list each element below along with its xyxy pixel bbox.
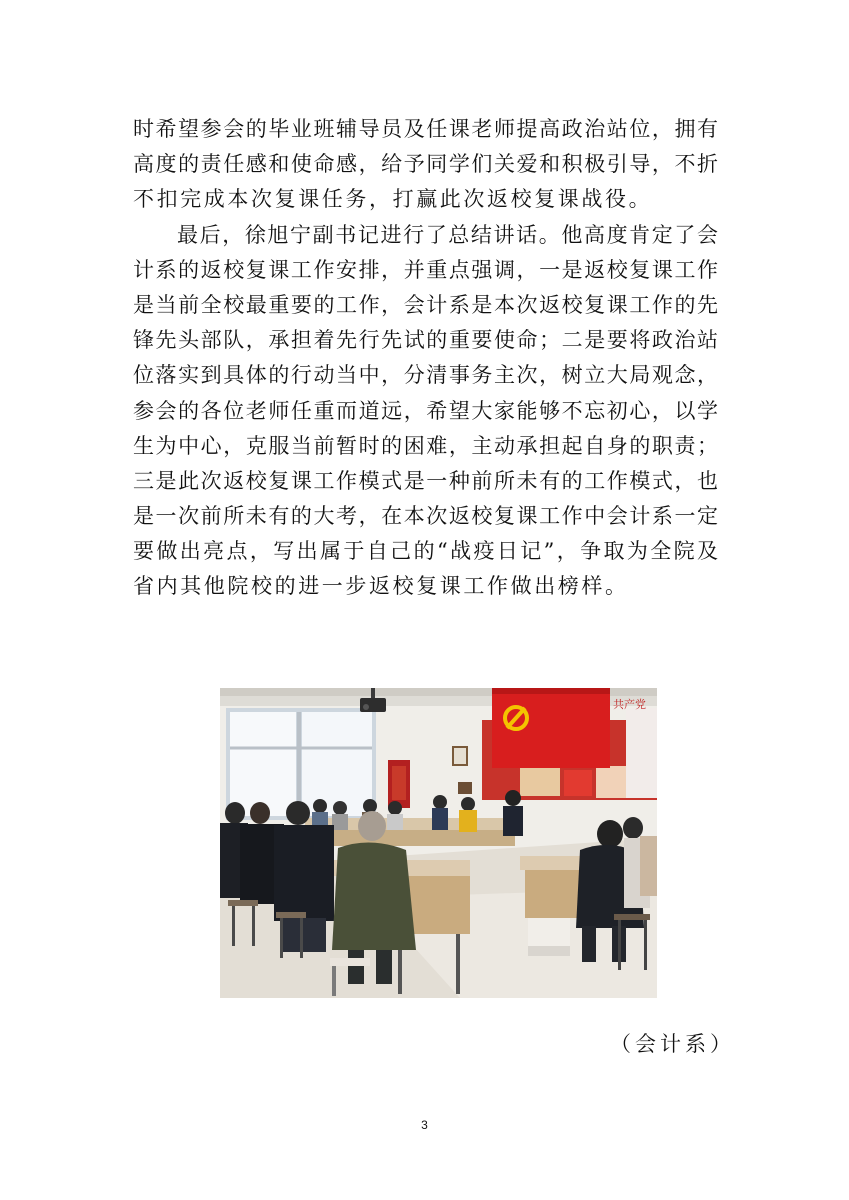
paragraph-2-line-1: 最后，徐旭宁副书记进行了总结讲话。他高度肯定了会 bbox=[177, 222, 718, 247]
page-number: 3 bbox=[421, 1118, 428, 1132]
paragraph-2-line-8: 三是此次返校复课工作模式是一种前所未有的工作模式，也 bbox=[133, 468, 718, 493]
paragraph-2-line-7: 生为中心，克服当前暂时的困难，主动承担起自身的职责； bbox=[133, 433, 718, 458]
caption: （会计系） bbox=[610, 1032, 735, 1056]
paragraph-2-line-4: 锋先头部队，承担着先行先试的重要使命；二是要将政治站 bbox=[133, 328, 718, 353]
paragraph-2-line-10: 要做出亮点，写出属于自己的“战疫日记”，争取为全院及 bbox=[133, 539, 718, 564]
paragraph-1-line-1: 时希望参会的毕业班辅导员及任课老师提高政治站位，拥有 bbox=[133, 117, 718, 141]
meeting-photo bbox=[220, 688, 657, 998]
paragraph-2-line-2: 计系的返校复课工作安排，并重点强调，一是返校复课工作 bbox=[133, 257, 718, 282]
banner-text: 共产党 bbox=[613, 698, 646, 711]
paragraph-1-line-3: 不扣完成本次复课任务，打赢此次返校复课战役。 bbox=[133, 187, 653, 212]
body-text bbox=[133, 112, 718, 605]
paragraph-2-line-5: 位落实到具体的行动当中，分清事务主次，树立大局观念， bbox=[133, 363, 718, 388]
paragraph-1-line-2: 高度的责任感和使命感，给予同学们关爱和积极引导，不折 bbox=[133, 152, 718, 177]
paragraph-2-line-9: 是一次前所未有的大考，在本次返校复课工作中会计系一定 bbox=[133, 504, 718, 529]
paragraph-2-line-6: 参会的各位老师任重而道远，希望大家能够不忘初心，以学 bbox=[133, 398, 718, 423]
paragraph-2-line-11: 省内其他院校的进一步返校复课工作做出榜样。 bbox=[133, 574, 629, 599]
paragraph-2-line-3: 是当前全校最重要的工作，会计系是本次返校复课工作的先 bbox=[133, 292, 718, 317]
